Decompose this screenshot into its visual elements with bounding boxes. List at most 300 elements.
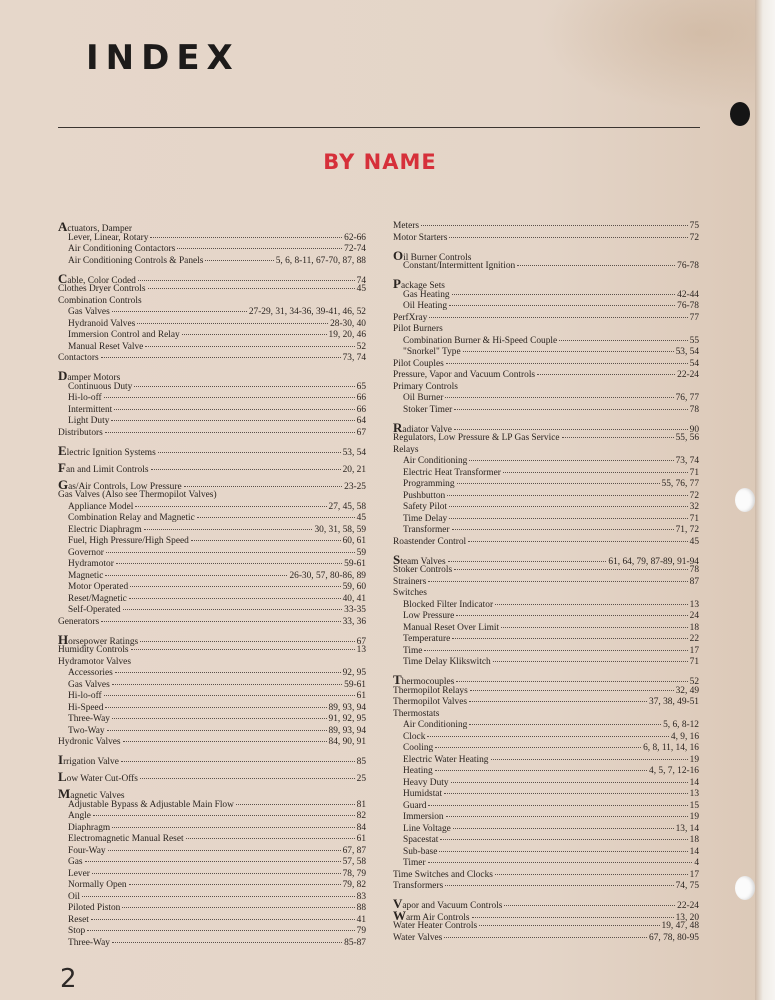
entry-pages: 90 [689, 424, 699, 435]
dot-leader [449, 518, 687, 519]
entry-pages: 76-78 [677, 261, 699, 271]
index-entry [58, 490, 366, 502]
entry-pages: 57, 58 [342, 857, 366, 867]
entry-pages: 61 [356, 834, 366, 844]
entry-pages: 76, 77 [675, 393, 699, 403]
index-entry [58, 617, 366, 629]
entry-pages: 15 [689, 800, 699, 811]
dot-leader [454, 409, 687, 410]
entry-label: Angle [68, 811, 91, 821]
dot-leader [115, 672, 341, 673]
entry-pages: 67 [356, 636, 366, 647]
entry-pages: 59, 60 [342, 582, 366, 592]
entry-pages: 27, 45, 58 [328, 501, 366, 512]
index-subentry [58, 605, 366, 617]
entry-pages: 71 [689, 513, 699, 524]
entry-label: Hydronic Valves [58, 737, 121, 747]
entry-pages: 19, 47, 48 [661, 921, 699, 931]
entry-pages: 22 [689, 634, 699, 644]
entry-label: Oil Burner Controls [393, 247, 472, 263]
dot-leader [106, 552, 355, 553]
index-entry [58, 270, 366, 286]
dot-leader [457, 483, 660, 484]
entry-label: Blocked Filter Indicator [403, 599, 494, 610]
index-entry [393, 382, 699, 394]
entry-pages: 26-30, 57, 80-86, 89 [289, 570, 366, 581]
dot-leader [517, 265, 675, 266]
dot-leader [435, 747, 641, 748]
index-subentry [393, 479, 699, 491]
entry-pages: 60, 61 [342, 536, 366, 546]
dot-leader [440, 839, 687, 840]
index-entry [393, 445, 699, 457]
dot-leader [444, 937, 647, 938]
index-subentry [393, 847, 699, 859]
index-subentry [58, 382, 366, 394]
entry-label: Transformers [393, 881, 444, 891]
entry-label: Clothes Dryer Controls [58, 284, 146, 294]
entry-label: Hydramotor Valves [58, 656, 131, 667]
index-subentry [393, 858, 699, 870]
dot-leader [158, 452, 341, 453]
dot-leader [445, 397, 673, 398]
index-subentry [393, 347, 699, 359]
entry-pages: 61 [356, 691, 366, 701]
index-entry [393, 419, 699, 435]
entry-pages: 59-61 [344, 679, 366, 690]
entry-pages: 78 [689, 565, 699, 575]
index-subentry [58, 703, 366, 715]
entry-label: Water Valves [393, 932, 443, 943]
dot-leader [85, 861, 341, 862]
dot-leader [537, 374, 675, 375]
entry-label: Reset [68, 914, 89, 925]
entry-pages: 14 [689, 846, 699, 857]
entry-pages: 55, 76, 77 [661, 479, 699, 489]
dot-leader [439, 851, 687, 852]
entry-label: Safety Pilot [403, 502, 448, 512]
dot-leader [448, 561, 607, 562]
entry-label: Irrigation Valve [58, 752, 119, 767]
dot-leader [463, 351, 674, 352]
dot-leader [129, 598, 341, 599]
dot-leader [454, 429, 688, 430]
entry-label: Lever, Linear, Rotary [68, 232, 149, 243]
index-subentry [58, 903, 366, 915]
index-subentry [393, 600, 699, 612]
dot-leader [428, 862, 693, 863]
entry-pages: 40, 41 [342, 593, 366, 604]
dot-leader [503, 472, 688, 473]
entry-pages: 92, 95 [342, 668, 366, 678]
entry-pages: 4, 5, 7, 12-16 [649, 766, 699, 776]
entry-pages: 76-78 [677, 301, 699, 311]
entry-pages: 13, 14 [675, 823, 699, 834]
dot-leader [134, 386, 354, 387]
entry-label: Stop [68, 926, 86, 936]
entry-label: Fan and Limit Controls [58, 459, 149, 475]
entry-label: Cable, Color Coded [58, 270, 136, 286]
entry-label: Time Delay Klikswitch [403, 657, 491, 667]
index-subentry [393, 456, 699, 468]
entry-label: Pushbutton [403, 490, 446, 501]
entry-label: Thermopilot Relays [393, 685, 468, 696]
dot-leader [562, 437, 674, 438]
entry-pages: 30, 31, 58, 59 [314, 524, 366, 535]
index-entry [393, 697, 699, 709]
dot-leader [452, 638, 687, 639]
entry-label: Pressure, Vapor and Vacuum Controls [393, 370, 536, 380]
entry-label: Gas Valves (Also see Thermopilot Valves) [58, 490, 217, 500]
dot-leader [93, 815, 355, 816]
entry-label: Hi-lo-off [68, 393, 102, 403]
entry-label: Gas Valves [68, 307, 110, 317]
entry-label: Diaphragm [68, 822, 111, 833]
binder-hole-top [730, 102, 750, 126]
index-subentry [58, 668, 366, 680]
entry-pages: 18 [689, 835, 699, 845]
entry-pages: 54 [689, 358, 699, 369]
index-entry [58, 657, 366, 669]
index-subentry [58, 892, 366, 904]
dot-leader [129, 884, 341, 885]
dot-leader [105, 432, 355, 433]
entry-pages: 73, 74 [342, 353, 366, 363]
dot-leader [137, 323, 328, 324]
entry-label: Programming [403, 479, 455, 489]
entry-label: PerfXray [393, 312, 428, 323]
index-subentry [393, 502, 699, 514]
entry-pages: 83 [356, 891, 366, 902]
entry-label: Low Pressure [403, 611, 455, 621]
index-subentry [393, 611, 699, 623]
index-entry [393, 278, 699, 290]
dot-leader [101, 357, 341, 358]
entry-pages: 32 [689, 502, 699, 512]
index-subentry [58, 502, 366, 514]
dot-leader [191, 540, 341, 541]
index-subentry [58, 416, 366, 428]
dot-leader [472, 917, 674, 918]
index-subentry [58, 548, 366, 560]
entry-label: Contactors [58, 353, 99, 363]
dot-leader [236, 804, 355, 805]
entry-label: Actuators, Damper [58, 219, 132, 234]
index-subentry [58, 319, 366, 331]
index-entry [58, 645, 366, 657]
index-entry [393, 577, 699, 589]
entry-pages: 88 [356, 903, 366, 913]
index-subentry [393, 732, 699, 744]
dot-leader [468, 541, 687, 542]
index-subentry [58, 525, 366, 537]
entry-pages: 66 [356, 393, 366, 403]
dot-leader [104, 397, 355, 398]
index-subentry [393, 301, 699, 313]
entry-label: Three-Way [68, 714, 110, 724]
index-entry [393, 433, 699, 445]
entry-pages: 6, 8, 11, 14, 16 [643, 743, 699, 753]
entry-label: Motor Operated [68, 582, 129, 592]
entry-label: Air Conditioning Contactors [68, 244, 176, 254]
entry-label: Hi-Speed [68, 702, 104, 713]
index-subentry [393, 634, 699, 646]
index-subentry [58, 594, 366, 606]
index-subentry [58, 680, 366, 692]
entry-pages: 52 [356, 341, 366, 352]
index-subentry [58, 834, 366, 846]
entry-pages: 13, 20 [675, 912, 699, 923]
entry-label: Appliance Model [68, 501, 134, 512]
entry-pages: 78 [689, 404, 699, 415]
entry-label: Generators [58, 616, 100, 627]
dot-leader [444, 793, 688, 794]
index-subentry [393, 835, 699, 847]
index-subentry [58, 869, 366, 881]
index-column-left [58, 221, 366, 949]
dot-leader [138, 280, 355, 281]
entry-label: Distributors [58, 427, 103, 438]
entry-label: Pilot Couples [393, 358, 444, 369]
entry-pages: 55, 56 [675, 433, 699, 443]
entry-label: Roastender Control [393, 536, 467, 547]
dot-leader [122, 907, 354, 908]
dot-leader [112, 827, 354, 828]
entry-label: Oil Heating [403, 301, 448, 311]
entry-pages: 59 [356, 547, 366, 558]
entry-label: Four-Way [68, 845, 106, 856]
entry-label: Water Heater Controls [393, 921, 478, 931]
index-entry [393, 907, 699, 923]
dot-leader [469, 460, 673, 461]
dot-leader [131, 649, 355, 650]
entry-label: Motor Starters [393, 232, 448, 243]
index-subentry [393, 525, 699, 537]
dot-leader [428, 581, 687, 582]
dot-leader [111, 420, 354, 421]
index-subentry [58, 846, 366, 858]
entry-label: Gas Valves [68, 679, 110, 690]
dot-leader [470, 690, 674, 691]
entry-label: Radiator Valve [393, 419, 452, 435]
entry-pages: 84, 90, 91 [328, 737, 366, 747]
entry-pages: 64 [356, 416, 366, 426]
dot-leader [112, 311, 247, 312]
entry-label: Horsepower Ratings [58, 631, 139, 647]
entry-pages: 45 [356, 284, 366, 294]
entry-label: Self-Operated [68, 605, 121, 615]
entry-pages: 42-44 [677, 289, 699, 300]
entry-pages: 78, 79 [342, 868, 366, 879]
dot-leader [148, 288, 355, 289]
index-entry [393, 324, 699, 336]
dot-leader [123, 741, 327, 742]
entry-pages: 89, 93, 94 [328, 725, 366, 736]
dot-leader [493, 661, 688, 662]
entry-label: Humidstat [403, 789, 443, 799]
entry-pages: 17 [689, 869, 699, 880]
index-subentry [393, 720, 699, 732]
index-subentry [58, 726, 366, 738]
index-subentry [393, 514, 699, 526]
entry-label: Electric Heat Transformer [403, 467, 501, 478]
dot-leader [447, 495, 687, 496]
dot-leader [559, 340, 687, 341]
entry-pages: 13 [356, 645, 366, 655]
index-subentry [393, 646, 699, 658]
index-entry [393, 359, 699, 371]
entry-label: Heating [403, 766, 433, 776]
dot-leader [454, 569, 688, 570]
dot-leader [105, 575, 287, 576]
index-subentry [393, 657, 699, 669]
entry-pages: 62-66 [344, 232, 366, 243]
entry-pages: 4, 9, 16 [670, 731, 699, 742]
entry-label: Guard [403, 800, 427, 811]
dot-leader [495, 604, 688, 605]
index-subentry [393, 393, 699, 405]
index-subentry [58, 513, 366, 525]
entry-label: Clock [403, 731, 426, 742]
dot-leader [428, 805, 687, 806]
entry-label: Adjustable Bypass & Adjustable Main Flow [68, 799, 234, 810]
index-entry [393, 233, 699, 245]
index-subentry [393, 261, 699, 273]
dot-leader [151, 469, 341, 470]
entry-label: Warm Air Controls [393, 907, 470, 923]
entry-pages: 33, 36 [342, 616, 366, 627]
index-entry [393, 247, 699, 263]
index-column-right [393, 221, 699, 944]
index-subentry [58, 938, 366, 950]
entry-pages: 72 [689, 490, 699, 501]
entry-label: Oil [68, 891, 80, 902]
index-entry [393, 370, 699, 382]
index-subentry [393, 801, 699, 813]
dot-leader [449, 506, 688, 507]
index-entry [58, 442, 366, 458]
index-subentry [58, 393, 366, 405]
entry-label: Timer [403, 858, 426, 868]
index-entry [58, 221, 366, 233]
entry-label: Regulators, Low Pressure & LP Gas Service [393, 433, 560, 443]
entry-label: Manual Reset Valve [68, 341, 144, 352]
dot-leader [144, 529, 313, 530]
dot-leader [446, 363, 688, 364]
index-entry [393, 221, 699, 233]
entry-pages: 77 [689, 312, 699, 323]
index-subentry [58, 256, 366, 268]
entry-pages: 13 [689, 789, 699, 799]
entry-pages: 79, 82 [342, 880, 366, 890]
index-entry [58, 476, 366, 492]
page-title: INDEX [86, 38, 240, 78]
entry-pages: 23-25 [344, 481, 366, 492]
entry-pages: 85-87 [344, 937, 366, 948]
dot-leader [145, 346, 354, 347]
dot-leader [112, 942, 342, 943]
index-entry [58, 788, 366, 800]
entry-pages: 37, 38, 49-51 [649, 697, 699, 707]
dot-leader [456, 615, 687, 616]
index-entry [58, 754, 366, 766]
entry-pages: 67, 87 [342, 845, 366, 856]
index-subentry [58, 800, 366, 812]
dot-leader [121, 761, 355, 762]
dot-leader [452, 529, 674, 530]
dot-leader [112, 684, 342, 685]
index-subentry [58, 307, 366, 319]
entry-pages: 24 [689, 611, 699, 621]
binder-hole-bottom [735, 876, 755, 900]
entry-label: Sub-base [403, 846, 438, 857]
entry-label: Thermopilot Valves [393, 697, 468, 707]
entry-label: Light Duty [68, 416, 110, 426]
index-subentry [393, 743, 699, 755]
entry-pages: 13 [689, 599, 699, 610]
index-subentry [58, 233, 366, 245]
entry-label: Line Voltage [403, 823, 451, 834]
index-subentry [393, 623, 699, 635]
entry-label: Hi-lo-off [68, 691, 102, 701]
entry-pages: 73, 74 [675, 456, 699, 466]
entry-label: Time Switches and Clocks [393, 869, 493, 880]
entry-label: Time [403, 645, 423, 656]
entry-pages: 87 [689, 576, 699, 587]
entry-label: Air Conditioning Controls & Panels [68, 255, 204, 266]
entry-pages: 22-24 [677, 370, 699, 380]
entry-pages: 5, 6, 8-12 [663, 720, 699, 730]
entry-pages: 71, 72 [675, 525, 699, 535]
entry-pages: 53, 54 [675, 347, 699, 357]
entry-pages: 45 [689, 536, 699, 547]
index-entry [58, 459, 366, 475]
entry-pages: 19 [689, 754, 699, 765]
entry-label: Three-Way [68, 937, 110, 948]
index-subentry [58, 582, 366, 594]
index-entry [393, 881, 699, 893]
dot-leader [504, 905, 675, 906]
index-subentry [393, 778, 699, 790]
entry-pages: 53, 54 [342, 447, 366, 458]
entry-label: Relays [393, 444, 419, 455]
entry-label: Stoker Timer [403, 404, 453, 415]
dot-leader [91, 919, 355, 920]
entry-label: Governor [68, 547, 104, 558]
entry-label: Oil Burner [403, 393, 444, 403]
entry-pages: 79 [356, 926, 366, 936]
index-entry [58, 296, 366, 308]
index-subentry [58, 926, 366, 938]
index-entry [393, 313, 699, 325]
dot-leader [87, 930, 354, 931]
entry-label: "Snorkel" Type [403, 347, 461, 357]
entry-pages: 28-30, 40 [330, 318, 366, 329]
dot-leader [197, 517, 355, 518]
entry-label: Steam Valves [393, 551, 446, 567]
entry-label: Fuel, High Pressure/High Speed [68, 536, 189, 546]
entry-label: Transformer [403, 525, 450, 535]
entry-label: Normally Open [68, 880, 127, 890]
dot-leader [446, 816, 688, 817]
dot-leader [449, 305, 675, 306]
index-entry [393, 674, 699, 686]
index-subentry [393, 766, 699, 778]
entry-pages: 65 [356, 381, 366, 392]
index-subentry [393, 336, 699, 348]
index-entry [58, 284, 366, 296]
index-entry [58, 771, 366, 783]
